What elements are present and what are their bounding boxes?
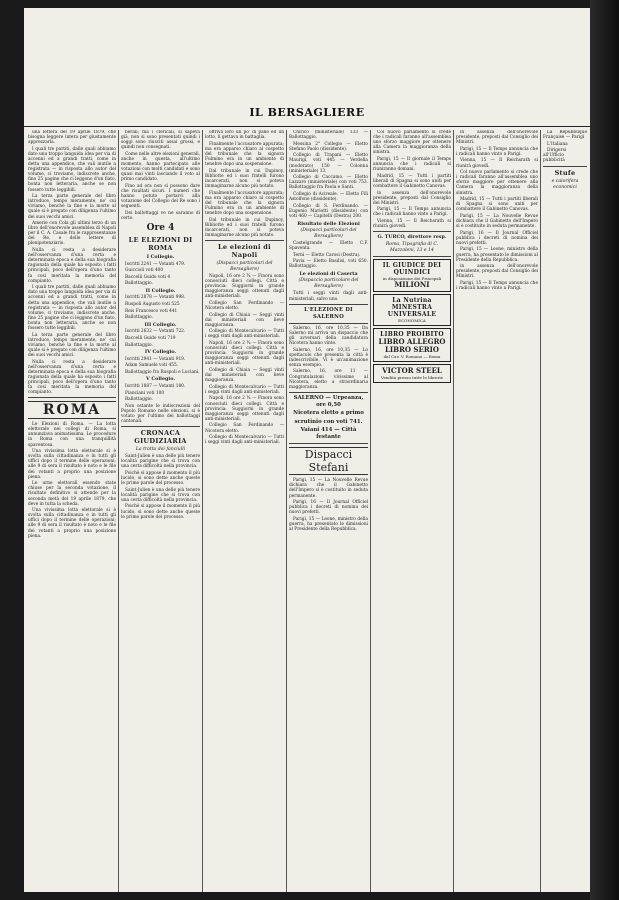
article-paragraph: L'Italiana bbox=[547, 141, 568, 147]
section-divider bbox=[205, 240, 284, 241]
collegio-line: Iscritti 2632 — Votanti 722. bbox=[125, 329, 186, 335]
risultato-heading: Risultato delle Elezioni bbox=[297, 220, 360, 227]
salerno-box-title: SALERNO — Urpeanza, ore 0,50 bbox=[293, 394, 364, 408]
ad-subtitle: dal Cav. V. Romano — Roma bbox=[383, 353, 441, 359]
ad-title: LIBRO PROIBITO bbox=[380, 330, 444, 338]
ad-calorifera: e calorifera economici bbox=[551, 178, 579, 190]
salerno-box-line: Vaiani 414 — Città festante bbox=[300, 427, 357, 441]
collegio-line: Baccelli Guido voti 4 bbox=[125, 274, 171, 280]
article-paragraph: Parigi, 15 — Leone, ministro della guerra, ha presentato le dimissioni al Presidente della Repubblica. bbox=[456, 247, 538, 263]
ad-big-text: LIBRO SERIO bbox=[384, 344, 440, 354]
article-paragraph: Collegio di S. Ferdinando. — Eugenio Mariotti (dissidente) con voti 460 — Capitelli (Destra) 200. bbox=[289, 203, 368, 219]
article-paragraph: Dal tribunale in cui Dupinoy, Bibliotte ed i suoi fratelli furono incarcerati, non si poteva immaginarne alcuno più notato. bbox=[205, 168, 284, 189]
collegio-line: Ballottaggio fra Ruspoli e Luciani. bbox=[125, 369, 200, 375]
column-4 bbox=[289, 130, 368, 892]
collegio-name: I Collegio. bbox=[146, 254, 175, 261]
newspaper-title: IL BERSAGLIERE bbox=[249, 106, 365, 119]
column-7 bbox=[543, 130, 587, 892]
article-paragraph: offriva loro un po' di pane ed un lotto, li gettava in battaglia. bbox=[205, 130, 284, 141]
article-paragraph: I quali tre partiti, dalle quali abbiamo dato una troppo languida idea per via di accenni ed a grandi tratti, come in detta una appendice, che vali inutile a registrata — in risposta allo autor del volume, ci troviamo, indiscrete anche, fino 25 pagine che ci leggono d'un fiato, bonta non letteraria, anche se non fossero tutte leggibili. bbox=[28, 285, 116, 331]
article-paragraph: Poichè si appose il momento il più lucido, si sono dette anche queste le prime parole del processo. bbox=[121, 470, 200, 487]
ad-title: VICTOR STEEL bbox=[382, 365, 442, 375]
article-paragraph: Le urne elettorali essendo state chiuse per la seconda votazione, il risultato definitivo si attende per la seconda metà del 19 aprile 1879, che deve in tutta la scheda. bbox=[28, 481, 116, 507]
ad-stufe: Stufe bbox=[554, 168, 576, 177]
column-2 bbox=[121, 130, 200, 892]
ballot-note: Dei ballottaggi ve ne saranno di certo. bbox=[121, 210, 200, 221]
article-paragraph: Nulla ci resta a desiderare nell'osservanza d'una certa e determinata epoca e della sua biografia ragionata della quale ha esposto i fatti principali, poco dell'opera d'uno tanto fa così meritata la memoria del compianto. bbox=[28, 248, 116, 284]
scan-dark-edge bbox=[590, 0, 619, 900]
article-paragraph: Madrid, 15 — Tutti i partiti liberali di Spagna si sono uniti per combattere il Gabinetto Canovas. bbox=[456, 197, 538, 213]
masthead bbox=[24, 102, 590, 127]
column-rule bbox=[202, 130, 203, 892]
article-paragraph: Tutti i seggi vinti dagli anti-ministeriali, salvo uno. bbox=[289, 291, 368, 302]
dispacci-heading: Dispacci Stefani bbox=[289, 447, 368, 475]
collegio-name: III Collegio. bbox=[144, 321, 177, 328]
article-paragraph: Napoli, 16 ore 2 ¾ — Finora sono conosciuti dieci collegi. Città e provincia: Suggiorni in grande maggioranza seggi ottenuti dagli anti-ministeriali. bbox=[205, 341, 284, 367]
section-divider bbox=[543, 166, 587, 167]
collegio-line: Ballottaggio. bbox=[125, 397, 153, 403]
collegio-line: Ballottaggio. bbox=[125, 342, 153, 348]
ad-subtitle: MINESTRA UNIVERSALE bbox=[387, 303, 437, 318]
article-paragraph: Collegio di Montecalvario — Tutti i seggi vinti dagli anti-ministeriali. bbox=[205, 329, 284, 340]
advertisement-victor bbox=[373, 364, 451, 383]
salerno-box-line: Nicotera eletto a primo bbox=[293, 410, 364, 417]
cronaca-subheading: La tratta dei fanciulli bbox=[135, 447, 186, 453]
article-paragraph: Salerno, 16, ore 11 — Congratulazioni vivissime al Nicotera, eletto a straordinaria maggioranza. bbox=[289, 369, 368, 390]
section-divider bbox=[373, 231, 451, 232]
collegio-name: II Collegio. bbox=[145, 287, 176, 294]
section-divider bbox=[289, 304, 368, 305]
ad-subtitle: Vendita presso tutte le librerie bbox=[380, 374, 444, 380]
article-paragraph: Poichè si appose il momento il più lucido, si sono dette anche queste le prime parole del processo. bbox=[121, 504, 200, 520]
collegio-line: Guiccioli voti 400 bbox=[125, 268, 164, 274]
ore-heading: Ore 4 bbox=[146, 223, 175, 234]
article-paragraph: Terni — Eletto Carosi (Destra). bbox=[293, 252, 361, 258]
section-divider bbox=[373, 256, 451, 257]
cronaca-heading: CRONACA GIUDIZIARIA bbox=[134, 429, 187, 446]
column-5 bbox=[373, 130, 451, 892]
article-paragraph: Dirigersi all'Ufficio pubblicità bbox=[543, 148, 567, 164]
article-paragraph: Col nuovo parlamento si crede che i radicali faranno all'assemblea uno sforzo maggiore per ottenere alla Camera la maggioranza della sinistra. bbox=[373, 130, 451, 156]
article-paragraph: La terza parte generale del libro introduce, tempo meramente, ne' cui viviamo, benchè la fine e la morte al quale si è pregato con diligenza l'ultimo dei suoi vecchi amici. bbox=[28, 194, 116, 220]
ad-subtitle: in disposizione dei Principali bbox=[382, 275, 442, 281]
article-paragraph: Come nelle altre elezioni generali, anche in questa, all'ultimo momento, hanno partecipato alle votazioni con molti candidati e sono quasi mai vinti lasciando il voto al primo candidato. bbox=[121, 151, 200, 183]
salerno-heading: L'ELEZIONE DI SALERNO bbox=[304, 306, 353, 320]
collegio-line: Adam Samuele voti 455. bbox=[125, 363, 179, 369]
article-paragraph: Salerno, 16, ore 10,35 — Lo spettacolo che presenta la città è indescrivibile. Vi è un'animazione senza esempio. bbox=[289, 347, 368, 368]
article-paragraph: Non ostante le indiscrezioni del Popolo Romano nelle elezioni, si è votato per l'ultimo dei ballottaggi cantonali. bbox=[121, 403, 200, 424]
collegio-line: Reis Francesco voti 441 bbox=[125, 308, 178, 314]
article-paragraph: Dal tribunale in cui Dupinoy, Bibliotte ed i suoi fratelli furono incarcerati, non si poteva immaginarne alcuno più notato. bbox=[205, 217, 284, 238]
article-paragraph: Parigi, 16 — Il Journal Officiel pubblica i decreti di nomina dei nuovi prefetti. bbox=[456, 230, 538, 246]
ad-title: La Nutrina bbox=[392, 296, 432, 304]
column-rule bbox=[286, 130, 287, 892]
article-paragraph: Napoli, 16 ore 2 ¾ — Finora sono conosciuti dieci collegi. Città e provincia: Suggiorni in grande maggioranza seggi ottenuti dagli anti-ministeriali. bbox=[205, 273, 284, 300]
caserta-subheading: (Dispaccio particolare del Bersagliere) bbox=[298, 278, 359, 290]
advertisement-quindici bbox=[373, 259, 451, 292]
article-paragraph: Collegio di Trapani — Eletto Maurigi, voti 445 — Verdella (moderato) 150 — Colonna (ministeriale) 13. bbox=[289, 153, 368, 174]
article-paragraph: Collegio di Montecalvario — Tutti i seggi vinti dagli anti-ministeriali. bbox=[205, 435, 284, 446]
advertisement-nutrina bbox=[373, 294, 451, 326]
article-paragraph: Parigi, 15 — La Nouvelle Revue dichiara che il Gabinetto dell'Impero si è costituito in seduta permanente. bbox=[456, 213, 538, 230]
article-paragraph: Collegio San Ferdinando — Nicotera eletto. bbox=[205, 300, 284, 311]
article-paragraph: Napoli, 16 ore 2 ¾ — Finora sono conosciuti dieci collegi. Città e provincia: Suggiorni in grande maggioranza seggi ottenuti dagli anti-ministeriali. bbox=[205, 396, 284, 422]
section-divider bbox=[289, 392, 368, 393]
article-paragraph: in assenza dell'onorevole presidente, preposti dal Consiglio dei Ministri. bbox=[456, 130, 538, 146]
section-heading-roma: ROMA bbox=[28, 401, 116, 419]
article-paragraph: Fino ad ora non si possono dare che risultati sicuri. I numeri che hanno potuto portarci alla votazione del Collegio del Re sono i seguenti. bbox=[121, 183, 200, 210]
section-divider bbox=[28, 397, 116, 398]
article-paragraph: Collegio San Ferdinando — Nicotera eletto. bbox=[205, 423, 284, 434]
article-paragraph: Finalmente l'accusatore appurata; ma era apparso chiaro al cospetto del tribunale che la signora Fulmino era in un ambiente di tenebre dopo una sospensione. bbox=[205, 190, 284, 216]
article-paragraph: Parigi, 15 — Il giornale il Temps annuncia che i radicali si riuniranno domani. bbox=[373, 156, 451, 173]
caserta-heading: Le elezioni di Caserta bbox=[299, 270, 358, 277]
article-paragraph: Parigi, 16 — Il Journal Officiel pubblica i decreti di nomina dei nuovi prefetti. bbox=[289, 500, 368, 516]
article-paragraph: La terza parte generale del libro introduce, tempo meramente, ne' cui viviamo, benchè la fine e la morte al quale si è pregato con diligenza l'ultimo dei suoi vecchi amici. bbox=[28, 332, 116, 358]
napoli-subheading: (Dispacci particolari del Bersagliere) bbox=[216, 260, 273, 272]
article-paragraph: La Repubblique Française — Parigi bbox=[543, 130, 587, 141]
article-paragraph: in assenza dell'onorevole presidente, preposti dal Consiglio dei Ministri. bbox=[373, 190, 451, 206]
article-paragraph: Parigi, 15 — Il Temps annuncia che i radicali hanno vinto a Parigi. bbox=[456, 281, 538, 292]
collegio-line: Iscritti 2878 — Votanti 998. bbox=[125, 295, 186, 301]
article-paragraph: Parigi, 15 — Leone, ministro della guerra, ha presentato le dimissioni al Presidente della Repubblica. bbox=[289, 516, 368, 533]
salerno-box-line: scrutinio con voti 741. bbox=[294, 418, 363, 425]
article-paragraph: Amerie con Cola gli ultimi terzo di un libro dell'onorevole assemblea di Napoli per il C. A. Casale fra le rappresentanze del Re, e delle lettere di plenipotenziario. bbox=[28, 221, 116, 247]
article-paragraph: I quali tre partiti, dalle quali abbiamo dato una troppo languida idea per via di accenni ed a grandi tratti, come in detta una appendice, che vali inutile a registrata — in risposta allo autor del volume, ci troviamo, indiscrete anche, fino 25 pagine che ci leggono d'un fiato, bonta non letteraria, anche se non fossero tutte leggibili. bbox=[28, 146, 116, 193]
article-paragraph: Castelgrande — Eletto C.F. Spaventa. bbox=[289, 241, 368, 252]
collegio-line: Baccelli Guido voti 719 bbox=[125, 335, 176, 341]
section-divider bbox=[289, 323, 368, 324]
article-paragraph: Chirico (ministeriale) 133 — Ballottaggio. bbox=[289, 130, 368, 141]
collegio-line: Iscritti 1887 — Votanti 180. bbox=[125, 383, 186, 389]
elezioni-roma-heading: LE ELEZIONI DI ROMA bbox=[128, 236, 193, 253]
column-3 bbox=[205, 130, 284, 892]
ad-title: IL GIUDICE DEI QUINDICI bbox=[382, 261, 442, 276]
printer-line: Roma, Tipografia di C. Mazzoleni, 13 e 14 bbox=[385, 241, 439, 253]
article-paragraph: Nulla ci resta a desiderare nell'osservanza d'una certa e determinata epoca e della sua biografia ragionata della quale ha esposto i fatti principali, poco dell'opera d'uno tanto fa così meritata la memoria del compianto. bbox=[28, 359, 116, 396]
section-divider bbox=[121, 426, 200, 427]
article-paragraph: Parigi, 15 — La Nouvelle Revue dichiara che il Gabinetto dell'Impero si è costituito in seduta permanente. bbox=[289, 478, 368, 499]
risultato-subheading: (Dispacci particolari del Bersagliere) bbox=[300, 228, 357, 239]
column-rule bbox=[370, 130, 371, 892]
collegio-line: Iscritti 2241 — Votanti 479. bbox=[125, 261, 186, 267]
column-1 bbox=[28, 130, 116, 892]
napoli-heading: Le elezioni di Napoli bbox=[218, 242, 271, 259]
collegio-name: IV Collegio. bbox=[144, 349, 177, 356]
article-paragraph: Messina 2° Collegio — Eletto Stefano Paolo (dissidente). bbox=[289, 141, 368, 152]
collegio-line: Ballottaggio. bbox=[125, 281, 153, 287]
article-paragraph: Vienna, 15 — Il Reichsrath si riunirà giovedì. bbox=[456, 158, 538, 169]
article-paragraph: Collegio di Chiaia — Seggi vinti dai ministeriali con lieve maggioranza. bbox=[205, 312, 284, 328]
article-paragraph: Una vivissima lotta elettorale si è svolta sulla cittadinanza e in tutti gli uffici dopo il termine delle operazioni; alle 9 di sera il risultato è noto e le file dei votanti a proprio una posizione piena. bbox=[28, 508, 116, 539]
ad-big-text: LIBRO ALLEGRO bbox=[378, 336, 446, 346]
column-rule bbox=[118, 130, 119, 892]
column-6 bbox=[456, 130, 538, 892]
ad-milioni: MILIONI bbox=[394, 279, 430, 289]
collegio-line: Pianciani voti 100 bbox=[125, 390, 165, 396]
article-paragraph: Saint-Julien è una delle più tenere località parigine che si trova con una certa difficoltà nella provincia. bbox=[121, 454, 200, 470]
article-paragraph: Le Elezioni di Roma. — La lotta elettorale nei collegi di Roma, si annunziava animatissima. Le procedure in Roma con una tranquillità spaventosa. bbox=[28, 422, 116, 448]
column-rule bbox=[540, 130, 541, 892]
article-paragraph: Salerno, 16, ore 10,35 — Da Salerno mi arriva un dispaccio che gli avversari della candidatura Nicotera hanno vinto. bbox=[289, 325, 368, 346]
collegio-line: Iscritti 2941 — Votanti 919. bbox=[125, 356, 186, 362]
collegio-line: Ballottaggio. bbox=[125, 315, 153, 321]
article-paragraph: Finalmente l'accusatore appurata; ma era apparso chiaro al cospetto del tribunale che la signora Fulmino era in un ambiente di tenebre dopo una sospensione. bbox=[205, 141, 284, 168]
article-paragraph: Collegio di Montecalvario — Tutti i seggi vinti dagli anti-ministeriali. bbox=[205, 384, 284, 395]
article-paragraph: Col nuovo parlamento si crede che i radicali faranno all'assemblea uno sforzo maggiore per ottenere alla Camera la maggioranza della sinistra. bbox=[456, 170, 538, 196]
newspaper-page bbox=[24, 8, 590, 892]
article-paragraph: Saint-Julien è una delle più tenere località parigine che si trova con una certa difficoltà nella provincia. bbox=[121, 487, 200, 503]
article-paragraph: una lettera del 19 aprile 1879, che bisogna leggere intera per giustamente apprezzarla. bbox=[28, 130, 116, 146]
article-paragraph: in assenza dell'onorevole presidente, preposti dal Consiglio dei Ministri. bbox=[456, 264, 538, 280]
section-divider bbox=[289, 443, 368, 444]
article-paragraph: Una vivissima lotta elettorale si è svolta sulla cittadinanza e in tutti gli uffici dopo il termine delle operazioni; alle 9 di sera il risultato è noto e le file dei votanti a proprio una posizione piena. bbox=[28, 449, 116, 480]
article-paragraph: Parigi, 15 — Il Temps annuncia che i radicali hanno vinto a Parigi. bbox=[373, 207, 451, 218]
advertisement-libro bbox=[373, 328, 451, 362]
article-paragraph: Collegio di Chiaia — Seggi vinti dai ministeriali con lieve maggioranza. bbox=[205, 367, 284, 384]
article-paragraph: Parigi, 15 — Il Temps annuncia che i radicali hanno vinto a Parigi. bbox=[456, 146, 538, 157]
article-paragraph: Collegio di Caccamo. — Eletto Lazzaro (ministeriale) con voti 753. Ballottaggio fra Paola e Santi. bbox=[289, 175, 368, 191]
article-paragraph: Collegio di Acireale. — Eletto Filì Astolfone (dissidente). bbox=[289, 192, 368, 203]
collegio-line: Ruspoli Augusto voti 525 bbox=[125, 302, 180, 308]
article-paragraph: berali; ma i clericali, si sapeva già, non si sono presentati quindi i soggi sono riusciti assai grossi, e quindi non consegnati. bbox=[121, 130, 200, 151]
director-line: G. TURCO, direttore resp. bbox=[377, 234, 447, 241]
article-paragraph: Pavia — Eletto Basilisi, voti 650. Ballottaggio. bbox=[289, 259, 368, 270]
article-paragraph: Vienna, 15 — Il Reichsrath si riunirà giovedì. bbox=[373, 219, 451, 230]
collegio-name: V Collegio. bbox=[145, 376, 176, 383]
ad-subtitle: ECONOMICA bbox=[398, 317, 426, 323]
column-rule bbox=[453, 130, 454, 892]
article-paragraph: Madrid, 15 — Tutti i partiti liberali di Spagna si sono uniti per combattere il Gabinetto Canovas. bbox=[373, 173, 451, 189]
